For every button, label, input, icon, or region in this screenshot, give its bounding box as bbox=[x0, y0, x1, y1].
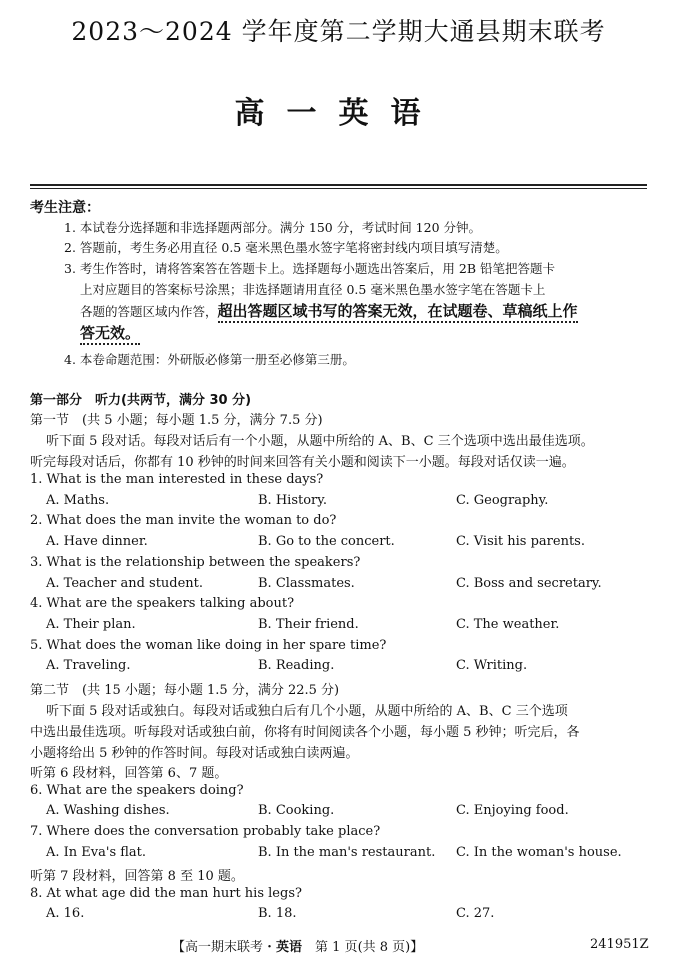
question-8: 8. At what age did the man hurt his legs? bbox=[30, 886, 302, 901]
notice-item-3-emphasis-end: 答无效。 bbox=[80, 324, 140, 345]
option-1a: A. Maths. bbox=[46, 493, 110, 508]
subject-title: 高一英语 bbox=[234, 96, 443, 131]
section1-intro-2: 听完每段对话后，你都有 10 秒钟的时间来回答有关小题和阅读下一小题。每段对话仅读一遍。 bbox=[30, 455, 575, 470]
option-8b: B. 18. bbox=[258, 906, 297, 921]
question-7: 7. Where does the conversation probably take place? bbox=[30, 824, 381, 839]
notice-item-3-plain: 各题的答题区域内作答， bbox=[80, 304, 218, 319]
question-3: 3. What is the relationship between the speakers? bbox=[30, 555, 361, 570]
question-5: 5. What does the woman like doing in her spare time? bbox=[30, 638, 387, 653]
section2-intro-1: 听下面 5 段对话或独白。每段对话或独白后有几个小题，从题中所给的 A、B、C 三个选项 bbox=[46, 704, 568, 719]
notice-item-3-cont-2 bbox=[80, 300, 670, 321]
option-3c: C. Boss and secretary. bbox=[456, 576, 602, 591]
option-3a: A. Teacher and student. bbox=[46, 576, 204, 591]
option-4c: C. The weather. bbox=[456, 617, 560, 632]
notice-item-3-emphasis: 超出答题区域书写的答案无效，在试题卷、草稿纸上作 bbox=[218, 302, 578, 323]
part1-heading: 第一部分 听力(共两节，满分 30 分) bbox=[30, 393, 252, 408]
option-7c: C. In the woman's house. bbox=[456, 845, 622, 860]
section1-intro-1: 听下面 5 段对话。每段对话后有一个小题，从题中所给的 A、B、C 三个选项中选出最佳选项。 bbox=[46, 434, 594, 449]
option-4a: A. Their plan. bbox=[46, 617, 136, 632]
divider-thick bbox=[30, 184, 647, 186]
notice-item-2: 2. 答题前，考生务必用直径 0.5 毫米黑色墨水签字笔将密封线内项目填写清楚。 bbox=[64, 240, 508, 255]
option-2c: C. Visit his parents. bbox=[456, 534, 585, 549]
divider-thin bbox=[30, 188, 647, 189]
question-1: 1. What is the man interested in these days? bbox=[30, 472, 324, 487]
option-6a: A. Washing dishes. bbox=[46, 803, 170, 818]
notice-item-4: 4. 本卷命题范围：外研版必修第一册至必修第三册。 bbox=[64, 352, 355, 367]
footer-subject: 英语 bbox=[276, 940, 303, 955]
question-4: 4. What are the speakers talking about? bbox=[30, 596, 295, 611]
paper-code: 241951Z bbox=[590, 937, 649, 952]
notice-item-3: 3. 考生作答时，请将答案答在答题卡上。选择题每小题选出答案后，用 2B 铅笔把答题卡 bbox=[64, 261, 555, 276]
section2-intro-3: 小题将给出 5 秒钟的作答时间。每段对话或独白读两遍。 bbox=[30, 746, 359, 761]
option-5a: A. Traveling. bbox=[46, 658, 131, 673]
notice-item-3-cont-1: 上对应题目的答案标号涂黑；非选择题请用直径 0.5 毫米黑色墨水签字笔在答题卡上 bbox=[80, 282, 546, 297]
option-6b: B. Cooking. bbox=[258, 803, 335, 818]
notice-item-1: 1. 本试卷分选择题和非选择题两部分。满分 150 分，考试时间 120 分钟。 bbox=[64, 220, 482, 235]
material-7-instruction: 听第 7 段材料，回答第 8 至 10 题。 bbox=[30, 869, 244, 884]
option-1c: C. Geography. bbox=[456, 493, 549, 508]
option-2a: A. Have dinner. bbox=[46, 534, 148, 549]
question-2: 2. What does the man invite the woman to do? bbox=[30, 513, 337, 528]
notice-item-3-cont-3 bbox=[80, 322, 670, 343]
option-8a: A. 16. bbox=[46, 906, 85, 921]
option-8c: C. 27. bbox=[456, 906, 495, 921]
option-5b: B. Reading. bbox=[258, 658, 335, 673]
option-2b: B. Go to the concert. bbox=[258, 534, 395, 549]
section2-intro-2: 中选出最佳选项。听每段对话或独白前，你将有时间阅读各个小题，每小题 5 秒钟；听完后，各 bbox=[30, 725, 580, 740]
exam-title: 2023～2024 学年度第二学期大通县期末联考 bbox=[71, 17, 606, 46]
option-1b: B. History. bbox=[258, 493, 327, 508]
option-4b: B. Their friend. bbox=[258, 617, 359, 632]
page-footer bbox=[172, 936, 423, 955]
option-7b: B. In the man's restaurant. bbox=[258, 845, 436, 860]
option-5c: C. Writing. bbox=[456, 658, 528, 673]
footer-page-info: 第 1 页(共 8 页)】 bbox=[302, 940, 424, 955]
notice-heading: 考生注意： bbox=[30, 200, 100, 216]
option-7a: A. In Eva's flat. bbox=[46, 845, 147, 860]
question-6: 6. What are the speakers doing? bbox=[30, 783, 244, 798]
option-6c: C. Enjoying food. bbox=[456, 803, 569, 818]
section1-heading: 第一节 (共 5 小题；每小题 1.5 分，满分 7.5 分) bbox=[30, 413, 323, 428]
section2-heading: 第二节 (共 15 小题；每小题 1.5 分，满分 22.5 分) bbox=[30, 683, 340, 698]
option-3b: B. Classmates. bbox=[258, 576, 355, 591]
material-6-instruction: 听第 6 段材料，回答第 6、7 题。 bbox=[30, 766, 228, 781]
footer-label-left: 【高一期末联考・ bbox=[172, 940, 277, 955]
